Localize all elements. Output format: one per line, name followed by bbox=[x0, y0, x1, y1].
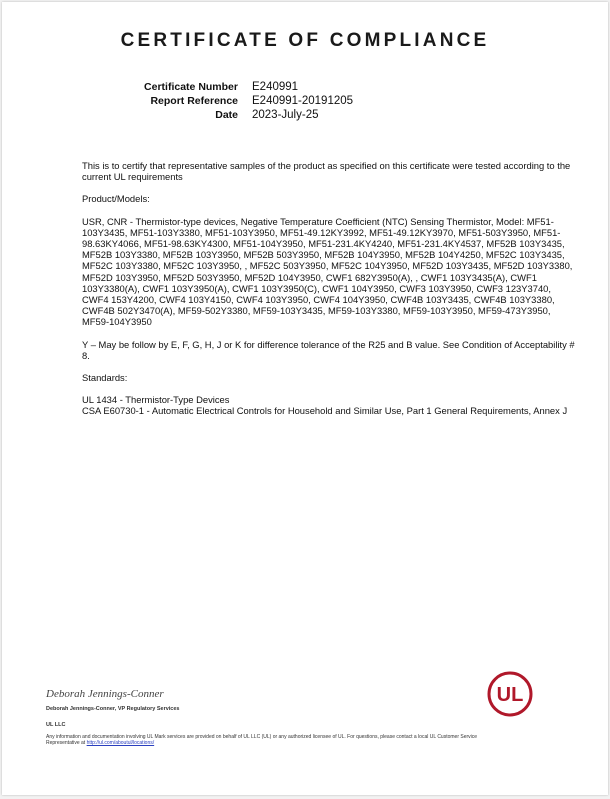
date-row bbox=[2, 109, 608, 123]
certificate-number-row bbox=[2, 81, 608, 95]
organization-name: UL LLC bbox=[46, 722, 66, 728]
disclaimer-text: Any information and documentation involving UL Mark services are provided on behalf of UL LLC (UL) or any authorized licensee of UL. For questions, please contact a local UL Customer Service Representative at bbox=[46, 734, 478, 746]
certificate-number-value: E240991 bbox=[252, 81, 299, 93]
ul-logo-text: UL bbox=[496, 684, 524, 706]
report-reference-row bbox=[2, 95, 608, 109]
report-reference-label: Report Reference bbox=[150, 95, 238, 107]
standards-list bbox=[82, 394, 578, 416]
certificate-footer bbox=[46, 688, 486, 746]
certificate-body bbox=[82, 160, 578, 428]
certificate-number-label: Certificate Number bbox=[144, 81, 238, 93]
date-label: Date bbox=[215, 109, 238, 121]
standard-item: UL 1434 - Thermistor-Type Devices bbox=[82, 394, 230, 406]
date-value: 2023-July-25 bbox=[252, 109, 319, 121]
signer-name: Deborah Jennings-Conner, VP Regulatory Services bbox=[46, 706, 180, 712]
signature: Deborah Jennings-Conner bbox=[46, 688, 164, 700]
disclaimer bbox=[46, 734, 486, 746]
standard-item: CSA E60730-1 - Automatic Electrical Controls for Household and Similar Use, Part 1 General Requirements, Annex J bbox=[82, 405, 568, 417]
certificate-page bbox=[2, 2, 608, 795]
certificate-title: CERTIFICATE OF COMPLIANCE bbox=[120, 30, 490, 51]
locations-link[interactable]: http://ul.com/aboutul/locations/ bbox=[86, 740, 155, 746]
intro-text: This is to certify that representative samples of the product as specified on this certificate were tested according to the current UL requirements bbox=[82, 160, 571, 183]
product-heading: Product/Models: bbox=[82, 193, 150, 205]
standards-heading: Standards: bbox=[82, 372, 128, 384]
ul-logo-icon bbox=[486, 670, 534, 718]
product-description: USR, CNR - Thermistor-type devices, Negative Temperature Coefficient (NTC) Sensing Thermistor, Model: MF51-103Y3435, MF51-103Y3380, MF51-103Y3950, MF51-49.12KY3992, MF51-49.12KY3970, MF51-503Y3950, MF51-98.63KY4066, MF51-98.63KY4300, MF51-104Y3950, MF51-231.4KY4240, MF51-231.4KY4537, MF52B 103Y3435, MF52B 103Y3380, MF52B 103Y3950, MF52B 503Y3950, MF52B 104Y3950, MF52B 104Y4250, MF52C 103Y3435, MF52C 103Y3380, MF52C 103Y3950, , MF52C 503Y3950, MF52C 104Y3950, MF52D 103Y3435, MF52D 103Y3380, MF52D 103Y3950, MF52D 503Y3950, MF52D 104Y3950, CWF1 682Y3950(A), , CWF1 103Y3435(A), CWF1 103Y3380(A), CWF1 103Y3950(A), CWF1 103Y3950(C), CWF1 104Y3950, CWF3 103Y3950, CWF3 123Y3740, CWF4 153Y4200, CWF4 103Y4150, CWF4 103Y3950, CWF4 104Y3950, CWF4B 103Y3435, CWF4B 103Y3380, CWF4B 502Y3470(A), MF59-502Y3380, MF59-103Y3435, MF59-103Y3380, MF59-103Y3950, MF59-473Y3950, MF59-104Y3950 bbox=[82, 215, 573, 328]
report-reference-value: E240991-20191205 bbox=[252, 95, 354, 107]
tolerance-note: Y – May be follow by E, F, G, H, J or K for difference tolerance of the R25 and B value. See Condition of Acceptability # 8. bbox=[82, 338, 575, 361]
certificate-meta bbox=[2, 81, 608, 123]
